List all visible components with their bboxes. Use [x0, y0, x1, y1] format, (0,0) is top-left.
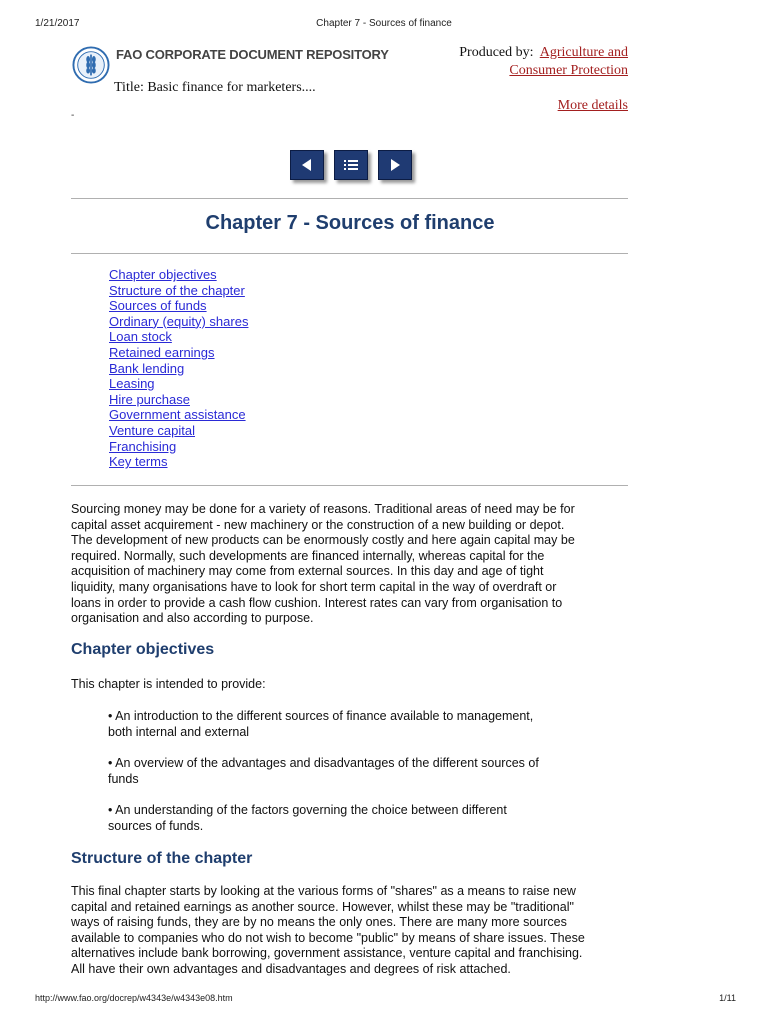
- table-of-contents: [109, 267, 248, 470]
- arrow-right-icon: [387, 157, 403, 173]
- objective-bullet: [108, 803, 588, 834]
- toc-item: [109, 329, 248, 345]
- toc-link-bank-lending[interactable]: Bank lending: [109, 360, 185, 376]
- toc-link-government-assistance[interactable]: Government assistance: [109, 407, 246, 423]
- toc-item: [109, 376, 248, 392]
- print-page-number: 1/11: [719, 993, 736, 1003]
- toc-link-venture-capital[interactable]: Venture capital: [109, 422, 196, 438]
- toc-item: [109, 423, 248, 439]
- toc-item: [109, 345, 248, 361]
- toc-link-chapter-objectives[interactable]: Chapter objectives: [109, 267, 217, 282]
- text-line: both internal and external: [108, 724, 250, 739]
- next-button[interactable]: [378, 150, 412, 180]
- contents-button[interactable]: [334, 150, 368, 180]
- previous-button[interactable]: [290, 150, 324, 180]
- chapter-title: Chapter 7 - Sources of finance: [205, 212, 495, 234]
- structure-heading: Structure of the chapter: [71, 850, 253, 867]
- toc-link-hire-purchase[interactable]: Hire purchase: [109, 391, 190, 407]
- text-line: • An understanding of the factors governing the choice between different: [108, 803, 507, 817]
- text-line: ways of raising funds, they are by no means the only ones. There are many more sources: [71, 915, 567, 930]
- list-menu-icon: [342, 157, 360, 173]
- structure-paragraph: [71, 884, 631, 978]
- divider: [71, 198, 628, 199]
- text-line: • An overview of the advantages and disadvantages of the different sources of: [108, 756, 539, 770]
- text-line: required. Normally, such developments are financed internally, whereas capital for the: [71, 548, 545, 563]
- toc-item: [109, 283, 248, 299]
- print-url: http://www.fao.org/docrep/w4343e/w4343e08.htm: [35, 993, 233, 1003]
- separator-dash: -: [71, 110, 75, 121]
- objectives-heading: Chapter objectives: [71, 641, 215, 658]
- objective-bullet: [108, 709, 588, 740]
- text-line: available to companies who do not wish to become "public" by means of share issues. These: [71, 930, 585, 945]
- objectives-lead: This chapter is intended to provide:: [71, 677, 266, 691]
- text-line: Sourcing money may be done for a variety of reasons. Traditional areas of need may be for: [71, 502, 575, 516]
- text-line: organisation and also according to purpose.: [71, 611, 314, 626]
- repository-name: FAO CORPORATE DOCUMENT REPOSITORY: [116, 47, 389, 62]
- toc-item: [109, 439, 248, 455]
- more-details-link[interactable]: More details: [557, 98, 628, 113]
- arrow-left-icon: [299, 157, 315, 173]
- toc-link-key-terms[interactable]: Key terms: [109, 454, 168, 470]
- text-line: This final chapter starts by looking at the various forms of "shares" as a means to raise new: [71, 884, 576, 898]
- print-page-title: Chapter 7 - Sources of finance: [316, 18, 452, 29]
- text-line: capital and retained earnings as another source. However, whilst these may be "traditional": [71, 899, 574, 914]
- toc-link-sources-of-funds[interactable]: Sources of funds: [109, 298, 207, 314]
- toc-item: [109, 392, 248, 408]
- toc-link-leasing[interactable]: Leasing: [109, 376, 155, 392]
- toc-item: [109, 454, 248, 470]
- document-title: Title: Basic finance for marketers....: [114, 80, 316, 95]
- more-details: [558, 98, 628, 114]
- produced-by: [459, 44, 628, 80]
- toc-item: [109, 361, 248, 377]
- text-line: alternatives include bank borrowing, government assistance, venture capital and franchising.: [71, 946, 583, 961]
- produced-by-label: Produced by:: [459, 45, 534, 60]
- toc-item: [109, 314, 248, 330]
- text-line: liquidity, many organisations have to look for short term capital in the way of overdraft or: [71, 579, 557, 594]
- text-line: capital asset acquirement - new machinery or the construction of a new building or depot.: [71, 517, 565, 532]
- toc-link-structure[interactable]: Structure of the chapter: [109, 282, 245, 298]
- toc-link-ordinary-shares[interactable]: Ordinary (equity) shares: [109, 313, 249, 329]
- producer-link-continued[interactable]: Consumer Protection: [509, 63, 628, 78]
- text-line: • An introduction to the different sources of finance available to management,: [108, 709, 534, 723]
- toc-item: [109, 407, 248, 423]
- objective-bullet: [108, 756, 588, 787]
- text-line: acquisition of machinery may come from external sources. In this day and age of tight: [71, 564, 544, 579]
- intro-paragraph: [71, 502, 631, 627]
- text-line: loans in order to provide a cash flow cushion. Interest rates can vary from organisation to: [71, 595, 563, 610]
- text-line: sources of funds.: [108, 818, 204, 833]
- toc-item: [109, 298, 248, 314]
- divider: [71, 253, 628, 254]
- toc-link-franchising[interactable]: Franchising: [109, 438, 177, 454]
- producer-link[interactable]: Agriculture and: [539, 45, 628, 60]
- text-line: The development of new products can be enormously costly and here again capital may be: [71, 533, 575, 548]
- toc-link-loan-stock[interactable]: Loan stock: [109, 329, 172, 345]
- fao-logo-icon: [72, 46, 110, 84]
- toc-link-retained-earnings[interactable]: Retained earnings: [109, 344, 215, 360]
- print-date: 1/21/2017: [35, 18, 80, 29]
- text-line: funds: [108, 771, 139, 786]
- toc-item: [109, 267, 248, 283]
- divider: [71, 485, 628, 486]
- text-line: All have their own advantages and disadvantages and degrees of risk attached.: [71, 961, 511, 976]
